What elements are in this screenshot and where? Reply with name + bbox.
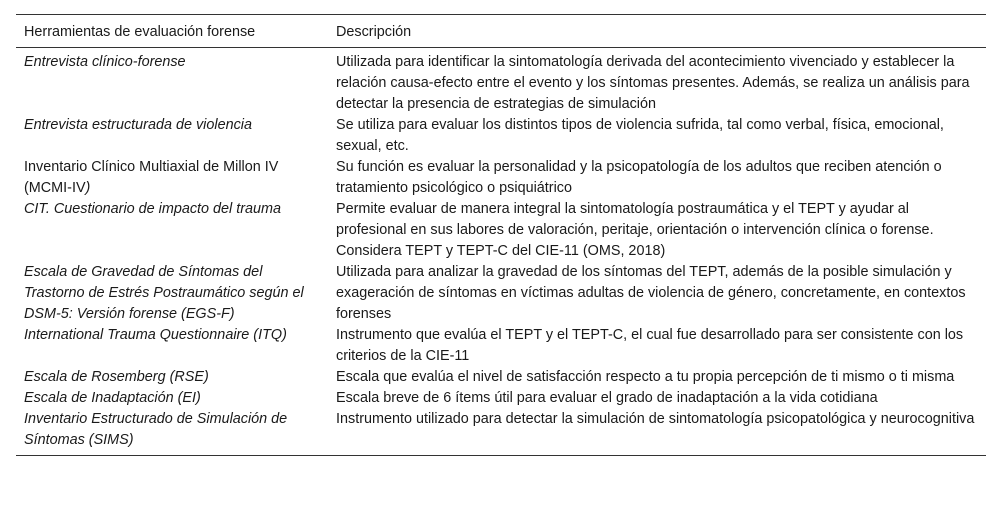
table-row [16,367,986,388]
table-header-row [16,15,986,48]
tool-name-cell [16,262,328,325]
tool-name-text: Entrevista estructurada de violencia [24,117,252,133]
header-description: Descripción [336,24,412,40]
tool-name-text: Inventario Clínico Multiaxial de Millon IV (MCMI-IV [24,159,279,196]
description-cell: Escala que evalúa el nivel de satisfacción respecto a tu propia percepción de ti mismo o ti misma [336,369,955,385]
table-container [16,14,986,456]
table-row [16,199,986,262]
table-row [16,48,986,116]
tool-name-cell [16,199,328,262]
description-cell: Utilizada para analizar la gravedad de los síntomas del TEPT, además de la posible simulación y exageración de síntomas en víctimas adultas de violencia de género, concretamente, en contextos forenses [336,264,966,322]
table-row [16,388,986,409]
description-cell: Su función es evaluar la personalidad y la psicopatología de los adultos que reciben atención o tratamiento psicológico o psiquiátrico [336,159,942,196]
tool-name-cell [16,325,328,367]
tool-name-text: CIT. Cuestionario de impacto del trauma [24,201,282,217]
forensic-tools-table [16,14,986,456]
table-row [16,325,986,367]
description-cell: Instrumento que evalúa el TEPT y el TEPT-C, el cual fue desarrollado para ser consistente con los criterios de la CIE-11 [336,327,964,364]
tool-name-text: Escala de Rosemberg (RSE) [24,369,209,385]
description-cell: Escala breve de 6 ítems útil para evaluar el grado de inadaptación a la vida cotidiana [336,390,878,406]
tool-name-text: Inventario Estructurado de Simulación de Síntomas (SIMS) [24,411,288,448]
tool-name-text: ) [85,180,91,196]
tool-name-cell [16,409,328,456]
table-row [16,157,986,199]
description-cell: Instrumento utilizado para detectar la simulación de sintomatología psicopatológica y neurocognitiva [336,411,975,427]
table-body [16,48,986,456]
tool-name-text: International Trauma Questionnaire (ITQ) [24,327,287,343]
header-tool: Herramientas de evaluación forense [24,24,256,40]
tool-name-cell [16,367,328,388]
tool-name-cell [16,388,328,409]
table-row [16,409,986,456]
table-row [16,262,986,325]
tool-name-text: Escala de Inadaptación (EI) [24,390,201,406]
tool-name-text: Escala de Gravedad de Síntomas del Trastorno de Estrés Postraumático según el DSM-5: Versión forense (EGS-F) [24,264,304,322]
tool-name-cell [16,48,328,116]
description-cell: Permite evaluar de manera integral la sintomatología postraumática y el TEPT y ayudar al profesional en sus labores de valoración, peritaje, orientación o intervención clínica o forense. Considera TEPT y TEPT-C del CIE-11 (OMS, 2018) [336,201,934,259]
tool-name-cell [16,115,328,157]
description-cell: Utilizada para identificar la sintomatología derivada del acontecimiento vivenciado y establecer la relación causa-efecto entre el evento y los síntomas presentes. Además, se realiza un análisis para detectar la presencia de estrategias de simulación [336,54,970,112]
tool-name-text: Entrevista clínico-forense [24,54,186,70]
table-row [16,115,986,157]
description-cell: Se utiliza para evaluar los distintos tipos de violencia sufrida, tal como verbal, física, emocional, sexual, etc. [336,117,944,154]
tool-name-cell [16,157,328,199]
